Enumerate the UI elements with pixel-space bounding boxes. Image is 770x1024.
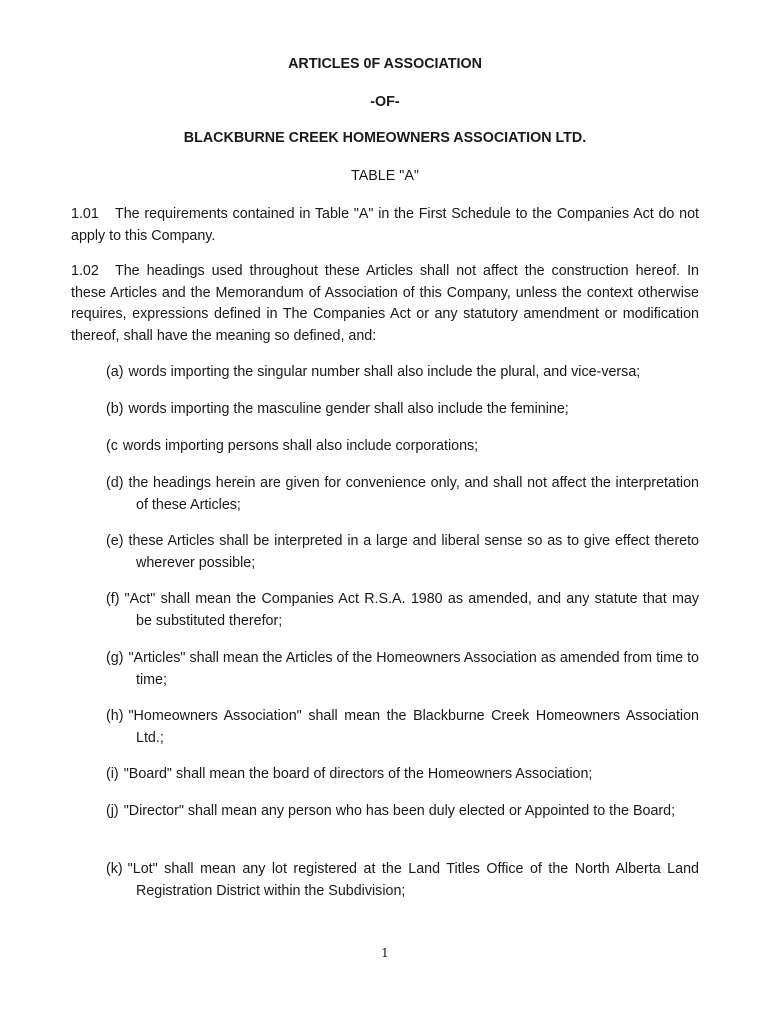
item-text: "Director" shall mean any person who has been duly elected or Appointed to the Board; [123,803,676,819]
list-item-i [106,764,699,786]
item-text: "Articles" shall mean the Articles of the Homeowners Association as amended from time to time; [128,650,699,688]
section-number: 1.02 [71,263,99,279]
item-text: "Board" shall mean the board of directors of the Homeowners Association; [123,766,593,782]
item-text: "Homeowners Association" shall mean the Blackburne Creek Homeowners Association Ltd.; [128,708,699,746]
item-label: (a) [106,364,124,380]
list-item-j [106,801,699,823]
item-label: (g) [106,650,124,666]
item-label: (j) [106,803,119,819]
list-item-e [106,531,699,574]
list-item-a [106,362,699,384]
section-text: The headings used throughout these Articles shall not affect the construction hereof. In these Articles and the Memorandum of Association of this Company, unless the context otherwise requires, expressions defined in The Companies Act or any statutory amendment or modification thereof, shall have the meaning so defined, and: [71,263,699,344]
section-1-02 [71,261,699,347]
item-label: (e) [106,533,124,549]
document-title: ARTICLES 0F ASSOCIATION [288,56,482,72]
item-text: "Act" shall mean the Companies Act R.S.A. 1980 as amended, and any statute that may be substituted therefor; [124,591,699,629]
item-text: words importing persons shall also include corporations; [122,438,479,454]
company-name: BLACKBURNE CREEK HOMEOWNERS ASSOCIATION LTD. [183,130,587,146]
list-item-f [106,589,699,632]
item-text: words importing the masculine gender shall also include the feminine; [128,401,569,417]
item-label: (b) [106,401,124,417]
table-heading: TABLE "A" [351,168,419,184]
list-item-c [106,436,699,458]
item-label: (f) [106,591,120,607]
page-number: 1 [381,946,389,960]
list-item-k [106,859,699,902]
section-text: The requirements contained in Table "A" in the First Schedule to the Companies Act do not apply to this Company. [71,206,699,244]
section-1-01 [71,204,699,247]
list-item-g [106,648,699,691]
item-text: these Articles shall be interpreted in a large and liberal sense so as to give effect thereto wherever possible; [128,533,699,571]
list-item-b [106,399,699,421]
section-number: 1.01 [71,206,99,222]
item-label: (c [106,438,118,454]
item-label: (k) [106,861,123,877]
item-text: words importing the singular number shall also include the plural, and vice-versa; [128,364,641,380]
document-of-line: -OF- [370,94,400,110]
item-label: (i) [106,766,119,782]
item-label: (d) [106,475,124,491]
item-label: (h) [106,708,124,724]
list-item-h [106,706,699,749]
item-text: the headings herein are given for convenience only, and shall not affect the interpretation of these Articles; [128,475,699,513]
list-item-d [106,473,699,516]
item-text: "Lot" shall mean any lot registered at the Land Titles Office of the North Alberta Land Registration District within the Subdivision; [127,861,699,899]
